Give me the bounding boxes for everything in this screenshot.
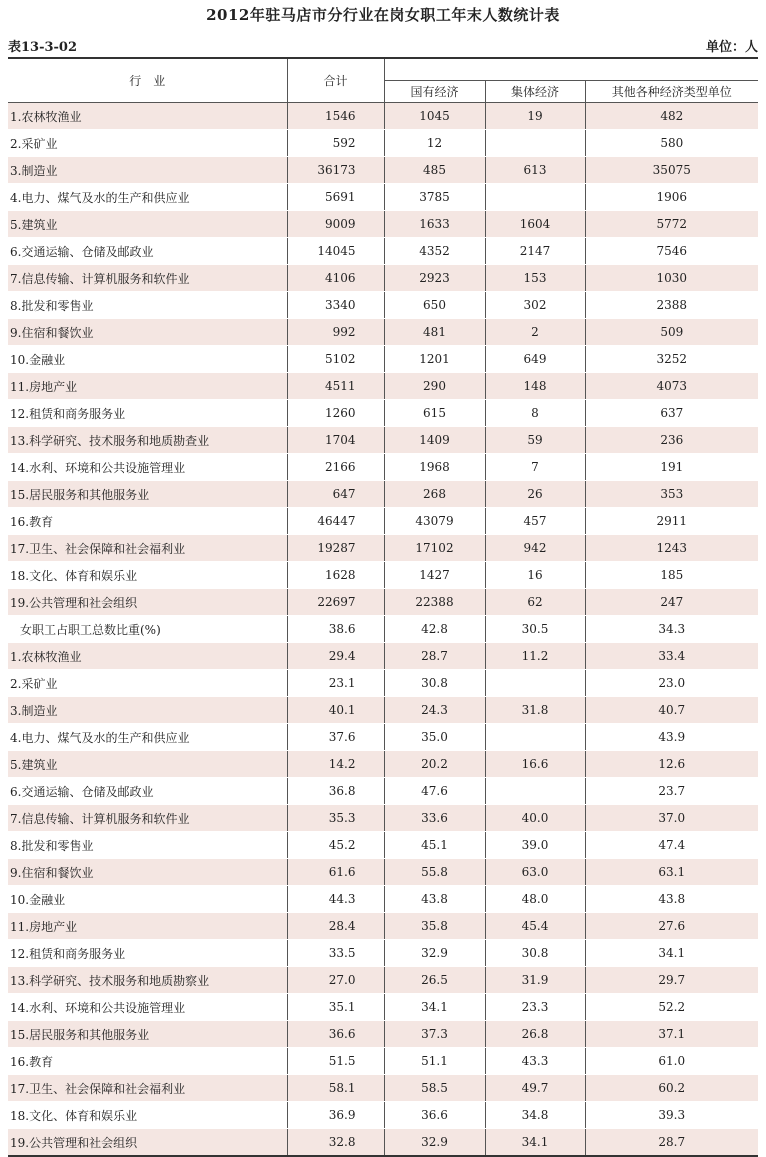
row-state-cell: 3785: [384, 184, 485, 211]
row-total-cell: 36.8: [287, 778, 384, 805]
row-state-cell: 35.8: [384, 913, 485, 940]
row-industry-cell: 16.教育: [8, 508, 287, 535]
row-total-cell: 4511: [287, 373, 384, 400]
row-total-cell: 36.6: [287, 1021, 384, 1048]
table-meta: [8, 36, 758, 54]
table-row: [8, 859, 758, 886]
row-other-cell: 5772: [585, 211, 758, 238]
table-row: [8, 184, 758, 211]
row-state-cell: 12: [384, 130, 485, 157]
row-other-cell: 247: [585, 589, 758, 616]
row-collective-cell: [485, 724, 585, 751]
row-industry-cell: 13.科学研究、技术服务和地质勘察业: [8, 967, 287, 994]
row-other-cell: 34.1: [585, 940, 758, 967]
row-other-cell: 61.0: [585, 1048, 758, 1075]
row-other-cell: 29.7: [585, 967, 758, 994]
header-industry: 行 业: [8, 58, 287, 103]
row-industry-cell: 9.住宿和餐饮业: [8, 859, 287, 886]
row-collective-cell: 16: [485, 562, 585, 589]
row-state-cell: 32.9: [384, 940, 485, 967]
row-other-cell: 637: [585, 400, 758, 427]
row-total-cell: 35.3: [287, 805, 384, 832]
row-collective-cell: 23.3: [485, 994, 585, 1021]
row-total-cell: 61.6: [287, 859, 384, 886]
row-total-cell: 28.4: [287, 913, 384, 940]
row-other-cell: 52.2: [585, 994, 758, 1021]
row-other-cell: 47.4: [585, 832, 758, 859]
row-industry-cell: 1.农林牧渔业: [8, 103, 287, 130]
row-industry-cell: 10.金融业: [8, 886, 287, 913]
row-industry-cell: 3.制造业: [8, 157, 287, 184]
row-state-cell: 55.8: [384, 859, 485, 886]
row-state-cell: 30.8: [384, 670, 485, 697]
row-other-cell: 185: [585, 562, 758, 589]
row-total-cell: 40.1: [287, 697, 384, 724]
row-total-cell: 33.5: [287, 940, 384, 967]
row-state-cell: 4352: [384, 238, 485, 265]
table-row: [8, 535, 758, 562]
row-total-cell: 647: [287, 481, 384, 508]
row-collective-cell: 7: [485, 454, 585, 481]
row-other-cell: 23.0: [585, 670, 758, 697]
header-blank: [384, 58, 758, 81]
row-other-cell: 43.8: [585, 886, 758, 913]
row-state-cell: 47.6: [384, 778, 485, 805]
row-industry-cell: 14.水利、环境和公共设施管理业: [8, 454, 287, 481]
row-collective-cell: 63.0: [485, 859, 585, 886]
row-industry-cell: 女职工占职工总数比重(%): [8, 616, 287, 643]
page-title: 2012年驻马店市分行业在岗女职工年末人数统计表: [206, 6, 560, 24]
header-collective: 集体经济: [485, 81, 585, 103]
row-state-cell: 26.5: [384, 967, 485, 994]
row-state-cell: 17102: [384, 535, 485, 562]
table-body: [8, 103, 758, 1157]
row-other-cell: 12.6: [585, 751, 758, 778]
table-row: [8, 265, 758, 292]
table-row: [8, 832, 758, 859]
row-state-cell: 58.5: [384, 1075, 485, 1102]
row-other-cell: 23.7: [585, 778, 758, 805]
statistics-table: [8, 57, 758, 1157]
table-row: [8, 967, 758, 994]
row-other-cell: 3252: [585, 346, 758, 373]
row-industry-cell: 3.制造业: [8, 697, 287, 724]
row-other-cell: 27.6: [585, 913, 758, 940]
row-collective-cell: 649: [485, 346, 585, 373]
row-total-cell: 14045: [287, 238, 384, 265]
table-row: [8, 805, 758, 832]
row-state-cell: 35.0: [384, 724, 485, 751]
row-industry-cell: 7.信息传输、计算机服务和软件业: [8, 265, 287, 292]
header-other: 其他各种经济类型单位: [585, 81, 758, 103]
row-other-cell: 39.3: [585, 1102, 758, 1129]
row-state-cell: 650: [384, 292, 485, 319]
table-row: [8, 778, 758, 805]
row-collective-cell: 34.8: [485, 1102, 585, 1129]
row-total-cell: 45.2: [287, 832, 384, 859]
unit-label: 单位：人: [705, 40, 758, 55]
table-row: [8, 373, 758, 400]
row-industry-cell: 15.居民服务和其他服务业: [8, 1021, 287, 1048]
row-collective-cell: 153: [485, 265, 585, 292]
row-other-cell: 35075: [585, 157, 758, 184]
row-other-cell: 191: [585, 454, 758, 481]
row-total-cell: 1260: [287, 400, 384, 427]
row-industry-cell: 19.公共管理和社会组织: [8, 1129, 287, 1157]
row-total-cell: 5691: [287, 184, 384, 211]
header-total: 合计: [287, 58, 384, 103]
row-collective-cell: 2: [485, 319, 585, 346]
row-other-cell: 37.0: [585, 805, 758, 832]
row-state-cell: 290: [384, 373, 485, 400]
row-industry-cell: 5.建筑业: [8, 751, 287, 778]
row-other-cell: 7546: [585, 238, 758, 265]
table-row: [8, 103, 758, 130]
table-row: [8, 1129, 758, 1157]
row-state-cell: 24.3: [384, 697, 485, 724]
row-state-cell: 34.1: [384, 994, 485, 1021]
row-industry-cell: 17.卫生、社会保障和社会福利业: [8, 1075, 287, 1102]
table-row: [8, 670, 758, 697]
row-collective-cell: 31.8: [485, 697, 585, 724]
table-row: [8, 643, 758, 670]
row-total-cell: 35.1: [287, 994, 384, 1021]
row-collective-cell: 31.9: [485, 967, 585, 994]
row-collective-cell: 30.5: [485, 616, 585, 643]
row-total-cell: 36.9: [287, 1102, 384, 1129]
row-industry-cell: 6.交通运输、仓储及邮政业: [8, 238, 287, 265]
row-industry-cell: 16.教育: [8, 1048, 287, 1075]
row-other-cell: 40.7: [585, 697, 758, 724]
row-total-cell: 1704: [287, 427, 384, 454]
row-industry-cell: 1.农林牧渔业: [8, 643, 287, 670]
row-industry-cell: 9.住宿和餐饮业: [8, 319, 287, 346]
row-industry-cell: 19.公共管理和社会组织: [8, 589, 287, 616]
row-collective-cell: 942: [485, 535, 585, 562]
row-total-cell: 14.2: [287, 751, 384, 778]
row-collective-cell: [485, 670, 585, 697]
row-collective-cell: 457: [485, 508, 585, 535]
table-row: [8, 589, 758, 616]
row-collective-cell: 30.8: [485, 940, 585, 967]
row-collective-cell: 48.0: [485, 886, 585, 913]
row-collective-cell: 148: [485, 373, 585, 400]
row-state-cell: 36.6: [384, 1102, 485, 1129]
row-state-cell: 43079: [384, 508, 485, 535]
row-other-cell: 37.1: [585, 1021, 758, 1048]
row-collective-cell: [485, 184, 585, 211]
row-total-cell: 4106: [287, 265, 384, 292]
row-state-cell: 2923: [384, 265, 485, 292]
row-collective-cell: 43.3: [485, 1048, 585, 1075]
row-industry-cell: 4.电力、煤气及水的生产和供应业: [8, 724, 287, 751]
row-state-cell: 32.9: [384, 1129, 485, 1157]
table-row: [8, 1075, 758, 1102]
row-state-cell: 1409: [384, 427, 485, 454]
row-other-cell: 236: [585, 427, 758, 454]
row-state-cell: 28.7: [384, 643, 485, 670]
table-row: [8, 508, 758, 535]
table-row: [8, 238, 758, 265]
row-total-cell: 1546: [287, 103, 384, 130]
row-total-cell: 44.3: [287, 886, 384, 913]
table-row: [8, 157, 758, 184]
table-id: 表13-3-02: [8, 40, 78, 55]
row-total-cell: 1628: [287, 562, 384, 589]
row-total-cell: 46447: [287, 508, 384, 535]
row-state-cell: 42.8: [384, 616, 485, 643]
row-other-cell: 353: [585, 481, 758, 508]
row-other-cell: 4073: [585, 373, 758, 400]
row-collective-cell: [485, 778, 585, 805]
row-total-cell: 32.8: [287, 1129, 384, 1157]
row-state-cell: 481: [384, 319, 485, 346]
row-industry-cell: 8.批发和零售业: [8, 292, 287, 319]
row-other-cell: 580: [585, 130, 758, 157]
table-row: [8, 940, 758, 967]
row-other-cell: 43.9: [585, 724, 758, 751]
row-industry-cell: 4.电力、煤气及水的生产和供应业: [8, 184, 287, 211]
row-collective-cell: 302: [485, 292, 585, 319]
row-collective-cell: 49.7: [485, 1075, 585, 1102]
row-total-cell: 36173: [287, 157, 384, 184]
row-state-cell: 37.3: [384, 1021, 485, 1048]
row-other-cell: 34.3: [585, 616, 758, 643]
table-row: [8, 427, 758, 454]
row-collective-cell: 613: [485, 157, 585, 184]
table-row: [8, 886, 758, 913]
table-row: [8, 697, 758, 724]
row-total-cell: 9009: [287, 211, 384, 238]
row-industry-cell: 2.采矿业: [8, 670, 287, 697]
row-collective-cell: 34.1: [485, 1129, 585, 1157]
row-other-cell: 63.1: [585, 859, 758, 886]
table-row: [8, 211, 758, 238]
row-state-cell: 1633: [384, 211, 485, 238]
table-row: [8, 346, 758, 373]
row-other-cell: 33.4: [585, 643, 758, 670]
row-collective-cell: [485, 130, 585, 157]
row-total-cell: 5102: [287, 346, 384, 373]
row-total-cell: 3340: [287, 292, 384, 319]
row-collective-cell: 16.6: [485, 751, 585, 778]
row-state-cell: 43.8: [384, 886, 485, 913]
table-row: [8, 562, 758, 589]
table-row: [8, 292, 758, 319]
row-other-cell: 1030: [585, 265, 758, 292]
row-collective-cell: 2147: [485, 238, 585, 265]
row-industry-cell: 15.居民服务和其他服务业: [8, 481, 287, 508]
row-total-cell: 51.5: [287, 1048, 384, 1075]
table-row: [8, 751, 758, 778]
table-row: [8, 1021, 758, 1048]
table-row: [8, 481, 758, 508]
row-industry-cell: 12.租赁和商务服务业: [8, 940, 287, 967]
table-row: [8, 724, 758, 751]
table-row: [8, 454, 758, 481]
row-total-cell: 58.1: [287, 1075, 384, 1102]
row-industry-cell: 18.文化、体育和娱乐业: [8, 562, 287, 589]
row-total-cell: 29.4: [287, 643, 384, 670]
row-total-cell: 22697: [287, 589, 384, 616]
row-state-cell: 1045: [384, 103, 485, 130]
row-total-cell: 592: [287, 130, 384, 157]
row-total-cell: 27.0: [287, 967, 384, 994]
row-collective-cell: 11.2: [485, 643, 585, 670]
row-total-cell: 19287: [287, 535, 384, 562]
row-state-cell: 1201: [384, 346, 485, 373]
row-industry-cell: 6.交通运输、仓储及邮政业: [8, 778, 287, 805]
row-other-cell: 60.2: [585, 1075, 758, 1102]
row-industry-cell: 7.信息传输、计算机服务和软件业: [8, 805, 287, 832]
row-collective-cell: 62: [485, 589, 585, 616]
row-industry-cell: 14.水利、环境和公共设施管理业: [8, 994, 287, 1021]
row-other-cell: 482: [585, 103, 758, 130]
row-total-cell: 2166: [287, 454, 384, 481]
row-total-cell: 992: [287, 319, 384, 346]
row-state-cell: 22388: [384, 589, 485, 616]
row-collective-cell: 26: [485, 481, 585, 508]
row-collective-cell: 8: [485, 400, 585, 427]
row-other-cell: 2388: [585, 292, 758, 319]
row-collective-cell: 1604: [485, 211, 585, 238]
row-industry-cell: 8.批发和零售业: [8, 832, 287, 859]
row-state-cell: 485: [384, 157, 485, 184]
row-other-cell: 1906: [585, 184, 758, 211]
row-other-cell: 28.7: [585, 1129, 758, 1157]
table-row: [8, 319, 758, 346]
row-collective-cell: 59: [485, 427, 585, 454]
table-row: [8, 616, 758, 643]
table-row: [8, 130, 758, 157]
row-industry-cell: 5.建筑业: [8, 211, 287, 238]
row-state-cell: 268: [384, 481, 485, 508]
table-row: [8, 1102, 758, 1129]
row-total-cell: 23.1: [287, 670, 384, 697]
row-state-cell: 51.1: [384, 1048, 485, 1075]
table-row: [8, 913, 758, 940]
row-industry-cell: 18.文化、体育和娱乐业: [8, 1102, 287, 1129]
row-collective-cell: 19: [485, 103, 585, 130]
row-industry-cell: 13.科学研究、技术服务和地质勘查业: [8, 427, 287, 454]
row-total-cell: 37.6: [287, 724, 384, 751]
row-industry-cell: 2.采矿业: [8, 130, 287, 157]
row-state-cell: 615: [384, 400, 485, 427]
row-collective-cell: 45.4: [485, 913, 585, 940]
row-state-cell: 1968: [384, 454, 485, 481]
row-state-cell: 45.1: [384, 832, 485, 859]
row-collective-cell: 26.8: [485, 1021, 585, 1048]
row-collective-cell: 39.0: [485, 832, 585, 859]
row-other-cell: 1243: [585, 535, 758, 562]
header-state: 国有经济: [384, 81, 485, 103]
row-industry-cell: 11.房地产业: [8, 913, 287, 940]
row-industry-cell: 10.金融业: [8, 346, 287, 373]
table-row: [8, 1048, 758, 1075]
row-industry-cell: 12.租赁和商务服务业: [8, 400, 287, 427]
row-state-cell: 1427: [384, 562, 485, 589]
table-header: [8, 58, 758, 103]
row-other-cell: 509: [585, 319, 758, 346]
row-state-cell: 20.2: [384, 751, 485, 778]
row-state-cell: 33.6: [384, 805, 485, 832]
row-industry-cell: 17.卫生、社会保障和社会福利业: [8, 535, 287, 562]
table-row: [8, 994, 758, 1021]
table-row: [8, 400, 758, 427]
row-other-cell: 2911: [585, 508, 758, 535]
row-collective-cell: 40.0: [485, 805, 585, 832]
row-industry-cell: 11.房地产业: [8, 373, 287, 400]
row-total-cell: 38.6: [287, 616, 384, 643]
